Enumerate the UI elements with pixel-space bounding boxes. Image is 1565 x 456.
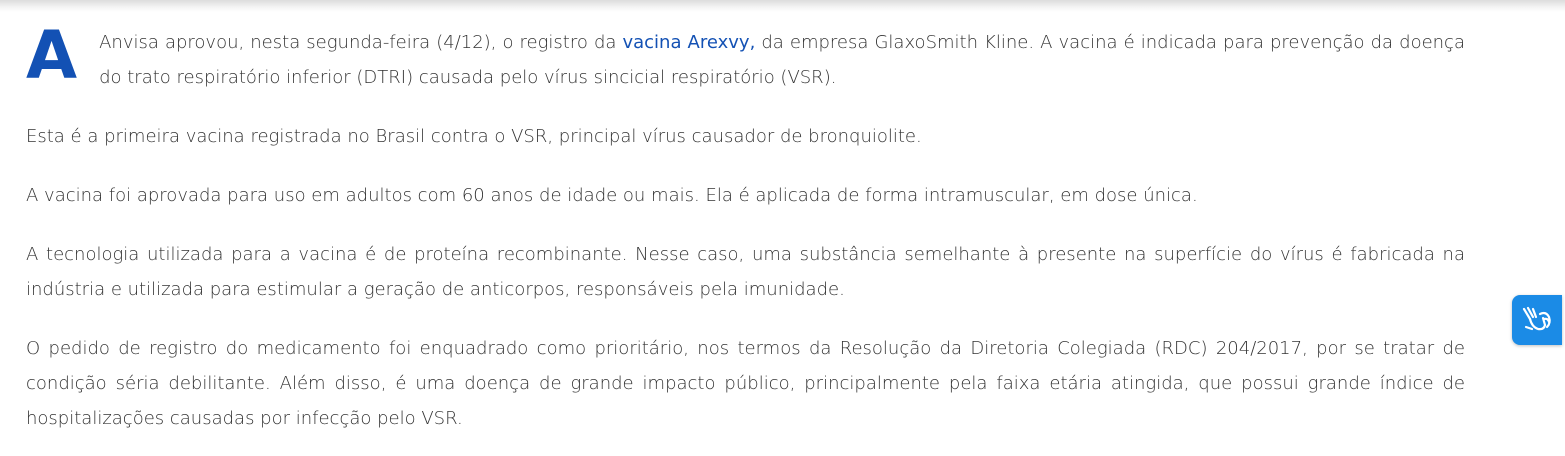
paragraph-first-vaccine: Esta é a primeira vacina registrada no Brasil contra o VSR, principal vírus causador de bronquiolite.	[26, 126, 922, 147]
accessibility-sign-language-button[interactable]	[1512, 295, 1562, 345]
paragraph-technology: A tecnologia utilizada para a vacina é de proteína recombinante. Nesse caso, uma substância semelhante à presente na superfície do vírus é fabricada na indústria e utilizada para estimular a geração de anticorpos, responsáveis pela imunidade.	[26, 244, 1465, 300]
header-shadow	[0, 0, 1565, 12]
dropcap-letter: A	[26, 17, 78, 94]
paragraph-priority-registration: O pedido de registro do medicamento foi enquadrado como prioritário, nos termos da Resolução da Diretoria Colegiada (RDC) 204/2017, por se tratar de condição séria debilitante. Além disso, é uma doença de grande impacto público, principalmente pela faixa etária atingida, que possui grande índice de hospitalizações causadas por infecção pelo VSR.	[26, 338, 1465, 429]
lead-text-end: da empresa GlaxoSmith Kline. A vacina é indicada para prevenção da doença do trato respiratório inferior (DTRI) causada pelo vírus sincicial respiratório (VSR).	[99, 32, 1465, 88]
paragraph-approval-age: A vacina foi aprovada para uso em adultos com 60 anos de idade ou mais. Ela é aplicada de forma intramuscular, em dose única.	[26, 185, 1198, 206]
vaccine-link[interactable]: vacina Arexvy,	[622, 32, 756, 53]
sign-language-hands-icon	[1520, 305, 1554, 335]
lead-text-start: Anvisa aprovou, nesta segunda-feira (4/12), o registro da	[99, 32, 623, 53]
lead-paragraph	[26, 17, 1465, 95]
article-body	[26, 17, 1465, 436]
